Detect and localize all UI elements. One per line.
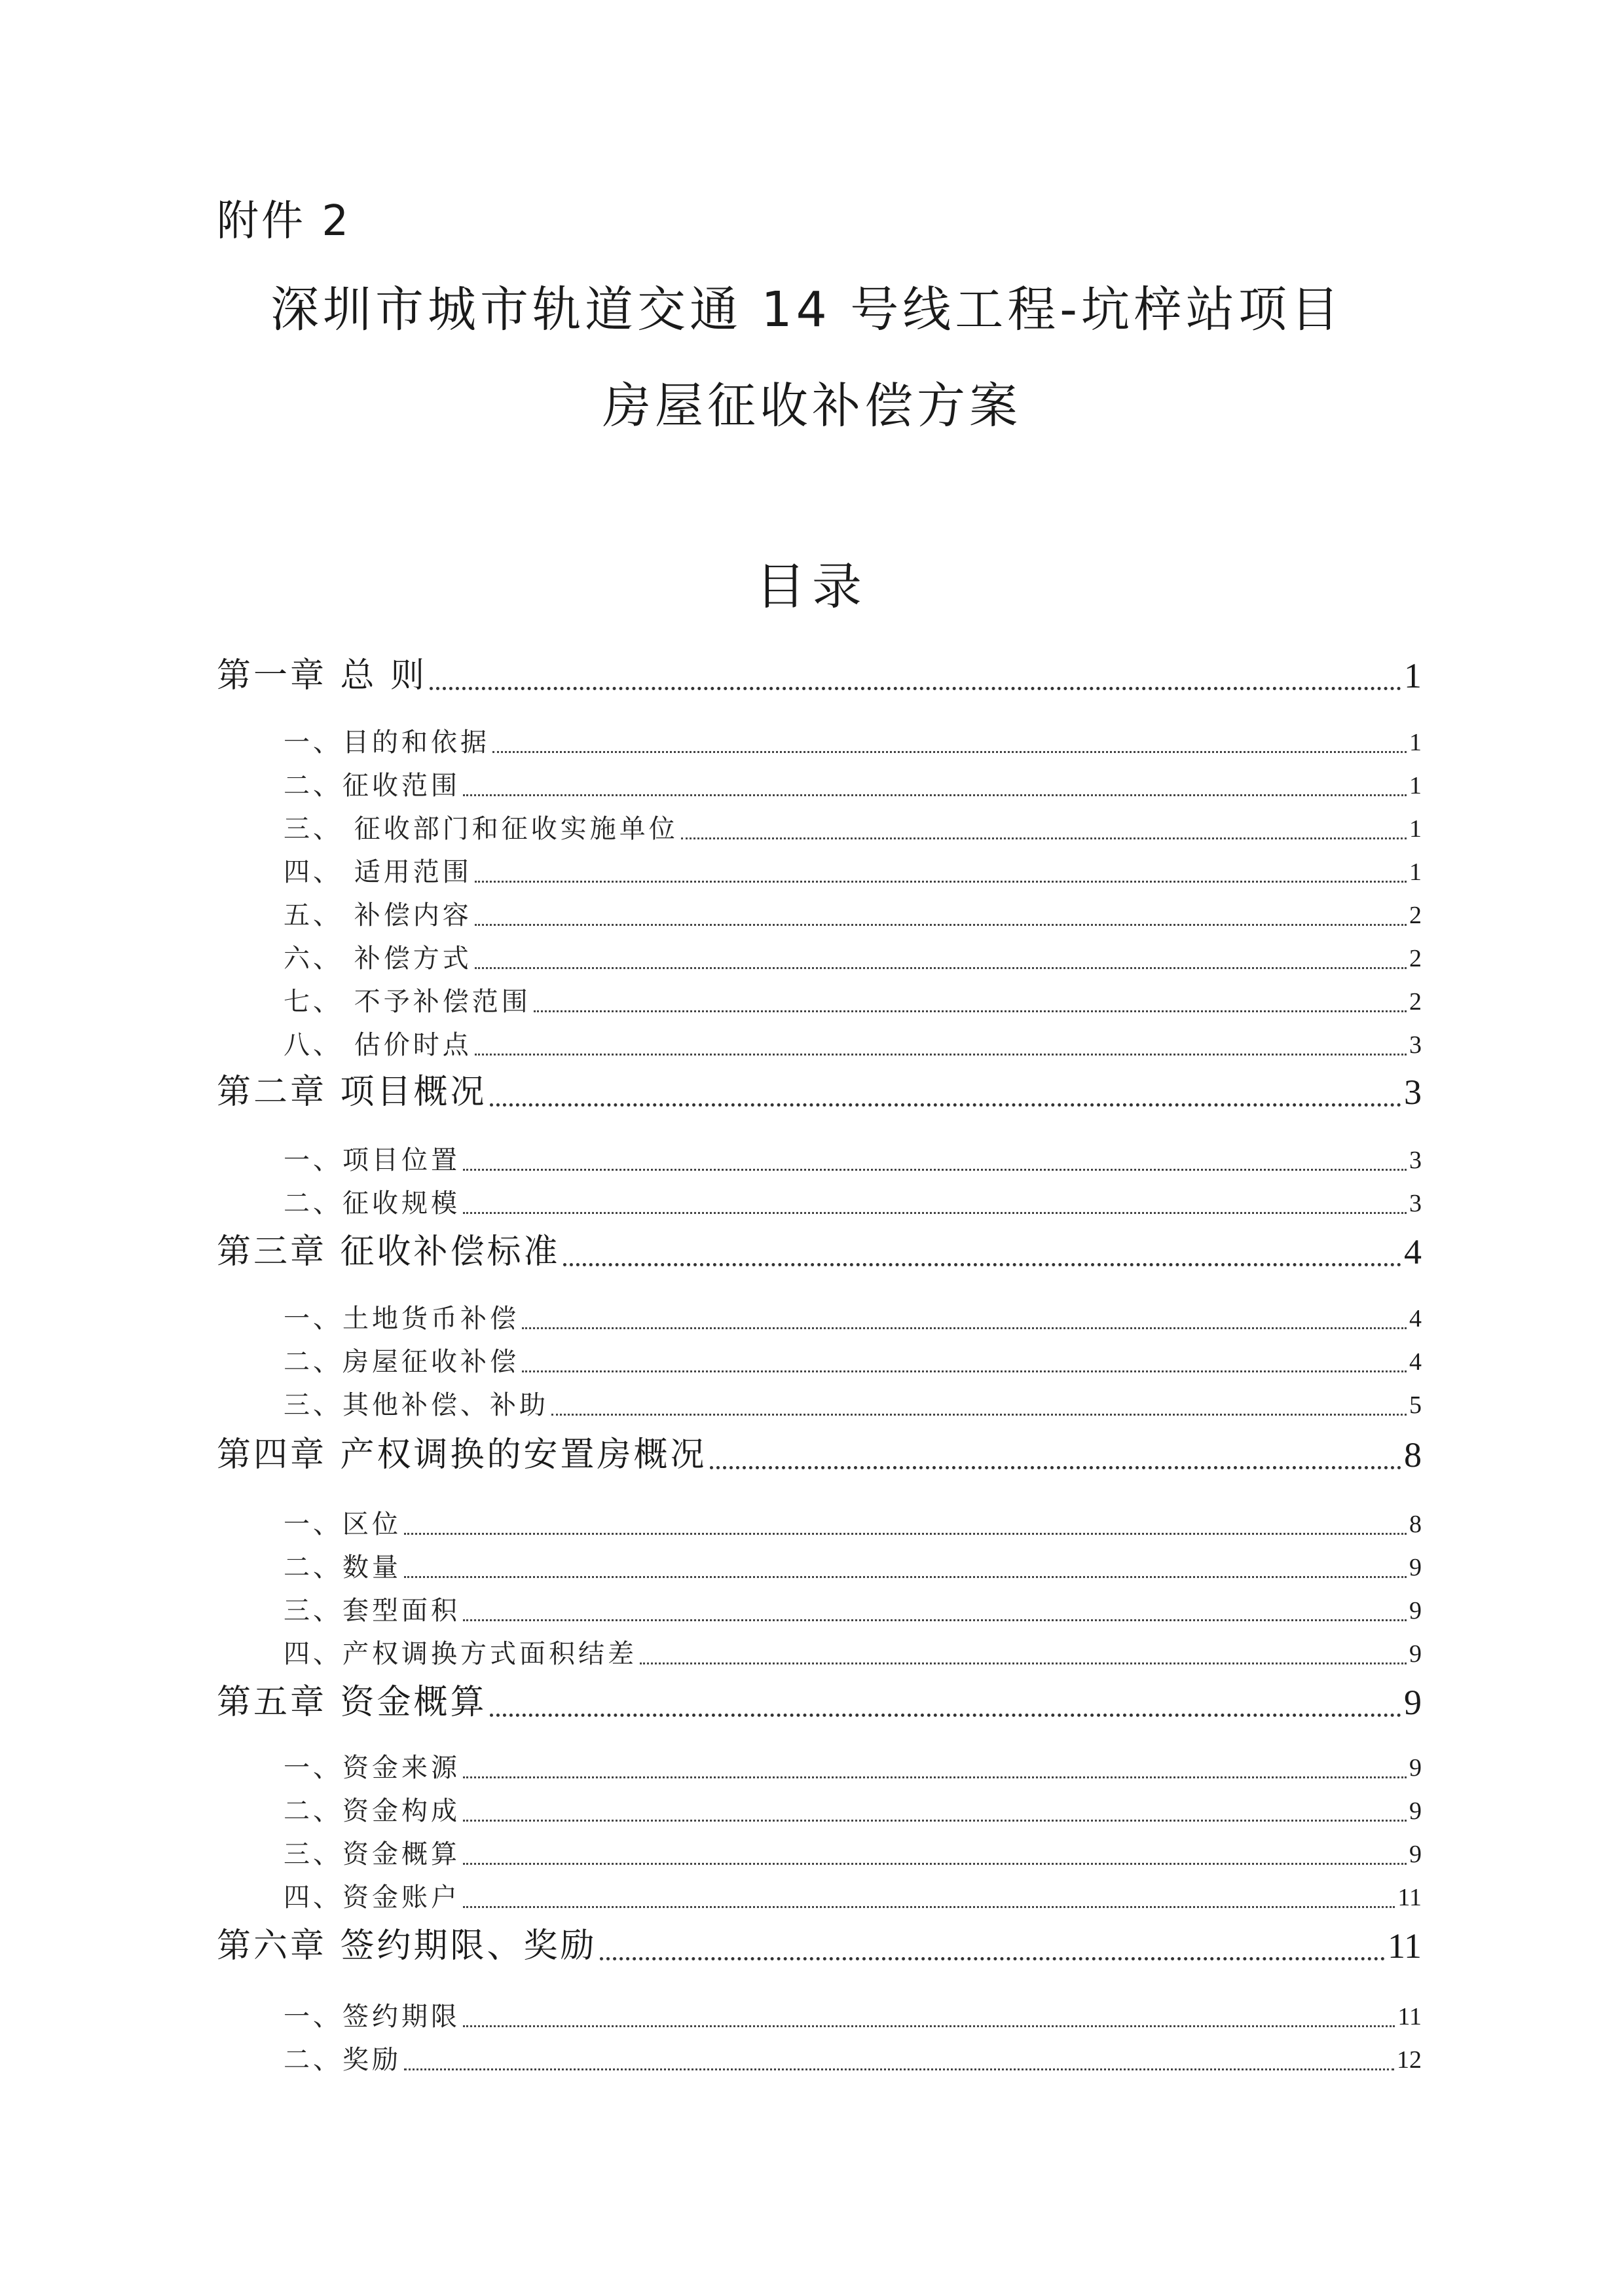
dot-leader: [463, 2025, 1395, 2027]
toc-entry-label: 一、资金来源: [284, 1753, 460, 1783]
dot-leader: [490, 1103, 1401, 1107]
toc-page-number: 9: [1409, 1554, 1422, 1581]
toc-page-number: 3: [1409, 1031, 1422, 1059]
toc-entry-label: 二、奖励: [284, 2045, 401, 2075]
toc-page-number: 9: [1409, 1754, 1422, 1782]
toc-page-number: 1: [1409, 729, 1422, 756]
toc-page-number: 5: [1409, 1391, 1422, 1419]
toc-page-number: 3: [1404, 1073, 1422, 1112]
toc-page-number: 1: [1409, 815, 1422, 843]
toc-chapter-1[interactable]: [217, 655, 1422, 697]
toc-entry-label: 五、 补偿内容: [284, 900, 472, 930]
toc-entry-label: 三、资金概算: [284, 1839, 460, 1869]
toc-page-number: 11: [1397, 1884, 1422, 1911]
dot-leader: [463, 1776, 1407, 1778]
dot-leader: [475, 1054, 1407, 1056]
toc-chapter-2[interactable]: [217, 1071, 1422, 1113]
toc-entry-label: 四、 适用范围: [284, 857, 472, 887]
toc-page-number: 8: [1404, 1435, 1422, 1475]
dot-leader: [522, 1327, 1407, 1329]
toc-section-5-4[interactable]: [284, 1881, 1422, 1915]
dot-leader: [640, 1662, 1407, 1664]
toc-section-6-2[interactable]: [284, 2043, 1422, 2077]
toc-section-4-1[interactable]: [284, 1507, 1422, 1541]
toc-page-number: 9: [1409, 1841, 1422, 1868]
toc-entry-label: 七、 不予补偿范围: [284, 987, 531, 1017]
dot-leader: [681, 837, 1407, 839]
toc-section-1-5[interactable]: [284, 898, 1422, 932]
dot-leader: [490, 1714, 1401, 1717]
toc-entry-label: 三、 征收部门和征收实施单位: [284, 814, 678, 844]
toc-section-2-2[interactable]: [284, 1186, 1422, 1221]
dot-leader: [534, 1010, 1407, 1012]
attachment-label: 附件 2: [217, 197, 352, 246]
toc-section-1-8[interactable]: [284, 1028, 1422, 1062]
toc-page-number: 2: [1409, 902, 1422, 929]
toc-entry-label: 四、资金账户: [284, 1882, 460, 1913]
toc-entry-label: 第一章 总 则: [217, 656, 428, 695]
toc-page-number: 11: [1397, 2003, 1422, 2030]
toc-section-3-2[interactable]: [284, 1345, 1422, 1379]
dot-leader: [475, 881, 1407, 883]
toc-entry-label: 一、签约期限: [284, 2002, 460, 2032]
dot-leader: [463, 1863, 1407, 1865]
toc-chapter-6[interactable]: [217, 1925, 1422, 1967]
toc-entry-label: 二、房屋征收补偿: [284, 1347, 519, 1377]
toc-entry-label: 一、区位: [284, 1509, 401, 1539]
dot-leader: [463, 1820, 1407, 1822]
dot-leader: [463, 1212, 1407, 1214]
toc-section-4-3[interactable]: [284, 1594, 1422, 1628]
dot-leader: [404, 1533, 1407, 1535]
toc-entry-label: 六、 补偿方式: [284, 944, 472, 974]
toc-page-number: 8: [1409, 1511, 1422, 1538]
toc-entry-label: 二、资金构成: [284, 1796, 460, 1826]
toc-section-1-2[interactable]: [284, 769, 1422, 803]
toc-entry-label: 第四章 产权调换的安置房概况: [217, 1435, 707, 1475]
toc-page-number: 2: [1409, 988, 1422, 1016]
toc-chapter-4[interactable]: [217, 1434, 1422, 1476]
toc-chapter-5[interactable]: [217, 1681, 1422, 1723]
toc-entry-label: 三、套型面积: [284, 1596, 460, 1626]
toc-entry-label: 第五章 资金概算: [217, 1683, 487, 1722]
toc-entry-label: 四、产权调换方式面积结差: [284, 1639, 637, 1669]
toc-entry-label: 第六章 签约期限、奖励: [217, 1926, 597, 1966]
toc-section-1-4[interactable]: [284, 855, 1422, 889]
toc-page-number: 11: [1388, 1926, 1422, 1966]
toc-section-4-4[interactable]: [284, 1637, 1422, 1671]
toc-section-1-3[interactable]: [284, 812, 1422, 846]
document-title-line1: [0, 278, 1624, 341]
toc-entry-label: 一、项目位置: [284, 1145, 460, 1175]
dot-leader: [563, 1263, 1401, 1266]
dot-leader: [404, 1576, 1407, 1578]
toc-section-5-3[interactable]: [284, 1837, 1422, 1871]
dot-leader: [475, 924, 1407, 926]
toc-entry-label: 第二章 项目概况: [217, 1073, 487, 1112]
toc-entry-label: 八、 估价时点: [284, 1030, 472, 1060]
toc-page-number: 9: [1404, 1683, 1422, 1722]
toc-page-number: 1: [1404, 656, 1422, 695]
dot-leader: [463, 1906, 1395, 1908]
toc-entry-label: 一、土地货币补偿: [284, 1304, 519, 1334]
toc-section-2-1[interactable]: [284, 1143, 1422, 1177]
toc-section-1-6[interactable]: [284, 942, 1422, 976]
toc-entry-label: 二、征收规模: [284, 1188, 460, 1219]
toc-page-number: 1: [1409, 858, 1422, 886]
toc-chapter-3[interactable]: [217, 1231, 1422, 1273]
toc-entry-label: 第三章 征收补偿标准: [217, 1232, 561, 1272]
toc-heading: 目录: [756, 557, 868, 615]
toc-section-5-2[interactable]: [284, 1794, 1422, 1828]
dot-leader: [404, 2068, 1394, 2070]
toc-page-number: 12: [1397, 2046, 1422, 2074]
toc-entry-label: 三、其他补偿、补助: [284, 1390, 549, 1420]
toc-section-5-1[interactable]: [284, 1751, 1422, 1785]
dot-leader: [522, 1370, 1407, 1372]
toc-entry-label: 二、征收范围: [284, 771, 460, 801]
toc-page-number: 4: [1409, 1305, 1422, 1332]
toc-page-number: 3: [1409, 1190, 1422, 1217]
document-title-line2: 房屋征收补偿方案: [602, 378, 1022, 434]
toc-section-3-1[interactable]: [284, 1302, 1422, 1336]
toc-page-number: 9: [1409, 1640, 1422, 1668]
toc-page-number: 2: [1409, 945, 1422, 972]
dot-leader: [475, 967, 1407, 969]
dot-leader: [463, 794, 1407, 796]
dot-leader: [492, 751, 1407, 753]
toc-entry-label: 一、目的和依据: [284, 727, 490, 758]
toc-section-1-7[interactable]: [284, 985, 1422, 1019]
toc-entry-label: 二、数量: [284, 1552, 401, 1583]
dot-leader: [463, 1169, 1407, 1171]
dot-leader: [463, 1619, 1407, 1621]
toc-page-number: 4: [1409, 1348, 1422, 1376]
title-line1-text: 深圳市城市轨道交通 14 号线工程-坑梓站项目: [270, 282, 1343, 338]
dot-leader: [710, 1466, 1401, 1469]
toc-section-4-2[interactable]: [284, 1551, 1422, 1585]
toc-page-number: 4: [1404, 1232, 1422, 1272]
dot-leader: [551, 1414, 1407, 1416]
toc-page-number: 9: [1409, 1597, 1422, 1625]
toc-section-1-1[interactable]: [284, 725, 1422, 760]
toc-section-3-3[interactable]: [284, 1388, 1422, 1422]
dot-leader: [430, 687, 1401, 690]
toc-page-number: 3: [1409, 1147, 1422, 1174]
toc-section-6-1[interactable]: [284, 2000, 1422, 2034]
toc-page-number: 1: [1409, 772, 1422, 799]
toc-page-number: 9: [1409, 1797, 1422, 1825]
dot-leader: [600, 1957, 1385, 1960]
